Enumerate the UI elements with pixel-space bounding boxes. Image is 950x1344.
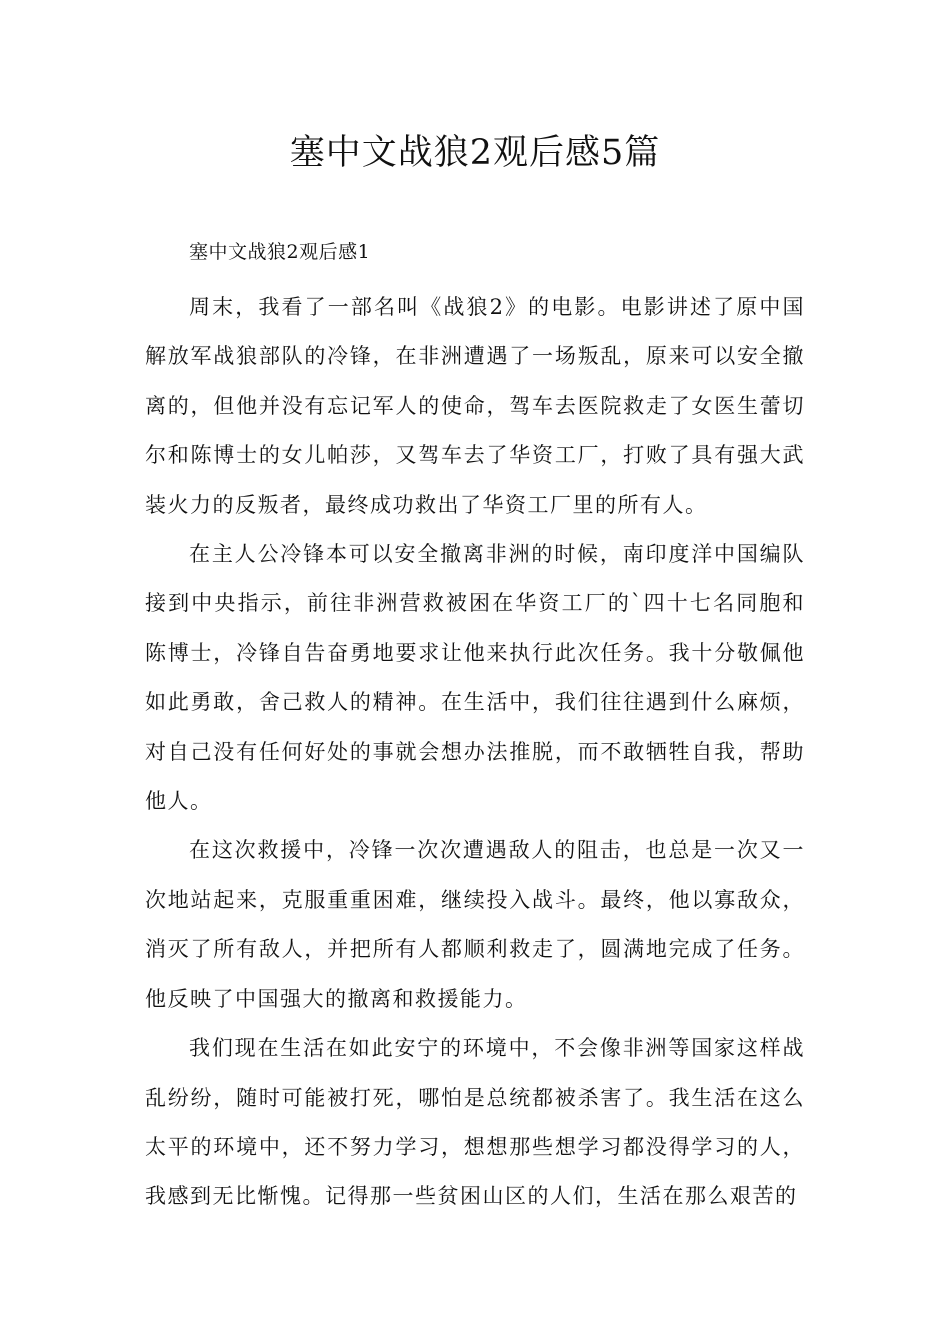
- paragraph-1: 周末，我看了一部名叫《战狼2》的电影。电影讲述了原中国解放军战狼部队的冷锋，在非洲遭遇了一场叛乱，原来可以安全撤离的，但他并没有忘记军人的使命，驾车去医院救走了女医生蕾切尔和陈博士的女儿帕莎，又驾车去了华资工厂，打败了具有强大武装火力的反叛者，最终成功救出了华资工厂里的所有人。: [145, 295, 805, 517]
- document-body: [145, 234, 805, 1222]
- section-heading: 塞中文战狼2观后感1: [189, 241, 371, 263]
- paragraph-4: 我们现在生活在如此安宁的环境中，不会像非洲等国家这样战乱纷纷，随时可能被打死，哪怕是总统都被杀害了。我生活在这么太平的环境中，还不努力学习，想想那些想学习都没得学习的人，我感到无比惭愧。记得那一些贫困山区的人们，生活在那么艰苦的: [145, 1036, 805, 1209]
- paragraph-3: 在这次救援中，冷锋一次次遭遇敌人的阻击，也总是一次又一次地站起来，克服重重困难，继续投入战斗。最终，他以寡敌众，消灭了所有敌人，并把所有人都顺利救走了，圆满地完成了任务。他反映了中国强大的撤离和救援能力。: [145, 838, 805, 1011]
- paragraph-2: 在主人公冷锋本可以安全撤离非洲的时候，南印度洋中国编队接到中央指示，前往非洲营救被困在华资工厂的`四十七名同胞和陈博士，冷锋自告奋勇地要求让他来执行此次任务。我十分敬佩他如此勇敢，舍己救人的精神。在生活中，我们往往遇到什么麻烦，对自己没有任何好处的事就会想办法推脱，而不敢牺牲自我，帮助他人。: [145, 542, 805, 814]
- document-title: 塞中文战狼2观后感5篇: [289, 133, 661, 173]
